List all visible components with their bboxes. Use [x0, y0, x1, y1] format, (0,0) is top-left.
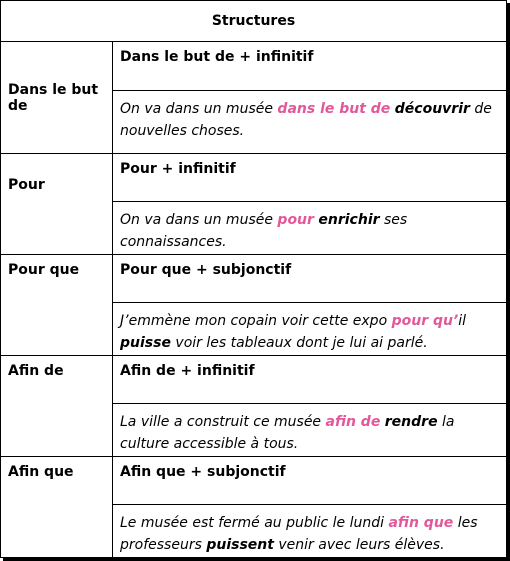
table-row	[1, 254, 507, 303]
highlight-connector: afin que	[388, 515, 454, 532]
example-cell	[113, 505, 507, 558]
example-text: J’emmène mon copain voir cette expo	[120, 313, 392, 330]
highlight-verb: enrichir	[318, 212, 380, 229]
highlight-verb: puissent	[206, 537, 274, 554]
example-text: La ville a construit ce musée	[120, 414, 326, 431]
example-text: voir les tableaux dont je lui ai parlé.	[170, 335, 428, 352]
row-label: Afin de	[1, 355, 113, 456]
highlight-verb: rendre	[384, 414, 438, 431]
highlight-connector: dans le but de	[277, 100, 391, 117]
highlight-connector: pour qu’	[391, 313, 459, 330]
example-text: les professeurs	[120, 515, 478, 554]
example-text: de nouvelles choses.	[120, 100, 492, 139]
rule-cell: Afin que + subjonctif	[113, 456, 507, 505]
rule-cell: Afin de + infinitif	[113, 355, 507, 404]
highlight-verb: découvrir	[394, 100, 470, 117]
example-text: venir avec leurs élèves.	[273, 537, 445, 554]
table-header-row	[1, 1, 507, 42]
table-row	[1, 153, 507, 202]
rule-cell: Dans le but de + infinitif	[113, 42, 507, 91]
row-label: Pour	[1, 153, 113, 254]
example-cell	[113, 90, 507, 153]
table-title: Structures	[1, 1, 507, 42]
rule-cell: Pour + infinitif	[113, 153, 507, 202]
highlight-verb: puisse	[120, 335, 171, 352]
example-cell	[113, 202, 507, 255]
table-row	[1, 355, 507, 404]
row-label: Dans le but de	[1, 42, 113, 153]
highlight-connector: pour	[277, 212, 314, 229]
example-text: Le musée est fermé au public le lundi	[120, 515, 389, 532]
table-row	[1, 456, 507, 505]
example-text: ses connaissances.	[120, 212, 408, 251]
example-text: la culture accessible à tous.	[120, 414, 455, 453]
row-label: Pour que	[1, 254, 113, 355]
example-cell	[113, 303, 507, 356]
example-cell	[113, 404, 507, 457]
row-label: Afin que	[1, 456, 113, 557]
rule-cell: Pour que + subjonctif	[113, 254, 507, 303]
highlight-connector: afin de	[325, 414, 381, 431]
table-row	[1, 42, 507, 91]
example-text: On va dans un musée	[120, 100, 278, 117]
example-text: il	[458, 313, 467, 330]
example-text: On va dans un musée	[120, 212, 278, 229]
